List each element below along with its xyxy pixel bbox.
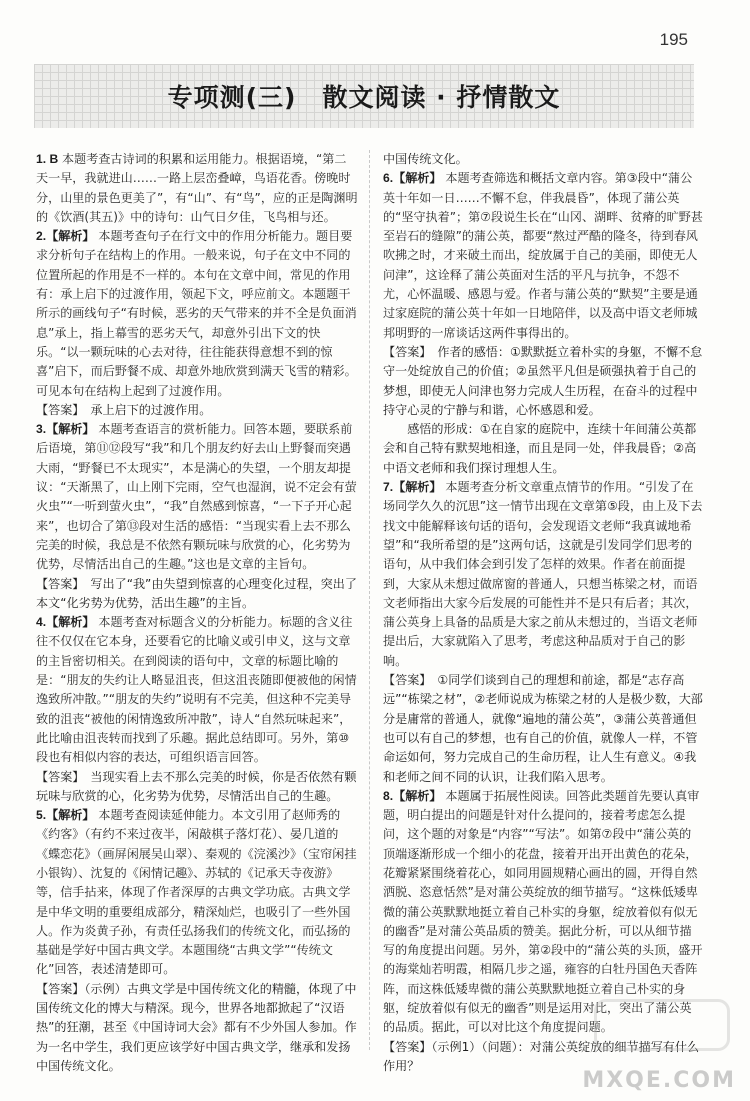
answer-item-1 <box>36 150 358 227</box>
item-answer <box>383 671 703 787</box>
item-number: 3. <box>36 422 47 437</box>
left-column <box>36 150 358 1073</box>
answer-item-6 <box>383 169 703 343</box>
item-answer <box>36 768 358 807</box>
item-answer <box>383 343 703 420</box>
analysis-tag: 【解析】 <box>46 229 95 244</box>
item-body: 本题属于拓展性阅读。回答此类题首先要认真审题，明白提出的问题是针对什么提问的，接着考虑怎么提问，这个题的对象是“内容”“写法”。如第⑦段中“蒲公英的顶端逐渐形成一个细小的花盘，接着开出开出黄色的花朵，花瓣紧紧围绕着花心，如同用圆规精心画出的圆，开得自然洒脱、恣意恬然”是对蒲公英绽放的细节描写。“这株低矮卑微的蒲公英默默地挺立着自己朴实的身躯，绽放着似有似无的幽香”是对蒲公英品质的赞美。据此分析，可以从细节描写的角度提出问题。另外，第②段中的“蒲公英的头顶，盛开的海棠灿若明霞，相隔几步之遥，雍容的白牡丹国色天香阵阵，而这株低矮卑微的蒲公英默默地挺立着自己朴实的身躯，绽放着似有似无的幽香”则是运用对比，突出了蒲公英的品质。据此，可以对比这个角度提问题。 <box>383 788 703 1035</box>
analysis-tag: 【解析】 <box>393 788 442 803</box>
item-number: 6. <box>383 171 394 186</box>
item-number: 5. <box>36 808 47 823</box>
answer-text: 【答案】 ①同学们谈到自己的理想和前途，都是“志存高远”“栋梁之材”，②老师说成为栋梁之材的人是极少数，大部分是庸常的普通人，就像“遍地的蒲公英”，③蒲公英普通但也可以有自己的梦想，也有自己的价值，就像人一样，不管命运如何，努力完成自己的生命历程，让人生有意义。④我和老师之间不同的认识，让我们陷入思考。 <box>383 673 703 784</box>
analysis-tag: 【解析】 <box>393 171 442 186</box>
answer-item-4 <box>36 613 358 767</box>
continued-line: 中国传统文化。 <box>383 152 468 166</box>
answer-text: 【答案】（示例1）（问题）：对蒲公英绽放的细节描写有什么作用？ <box>383 1039 700 1073</box>
section-title-banner <box>34 64 694 128</box>
page-number: 195 <box>659 30 688 49</box>
answer-item-7 <box>383 478 703 671</box>
answer-text: 【答案】 承上启下的过渡作用。 <box>36 402 212 417</box>
item-body: 本题考查语言的赏析能力。回答本题，要联系前后语境，第⑪⑫段写“我”和几个朋友约好去山上野餐而突遇大雨，“野餐已不太现实”，本是满心的失望，一个朋友却提议：“天渐黑了，山上刚下完雨，空气也湿润，说不定会有萤火虫”“一听到萤火虫”，“我”自然感到惊喜，“一下子开心起来”，也切合了第⑬段对生活的感悟：“当现实看上去不那么完美的时候，我总是不依然有颗玩味与欣赏的心，化劣势为优势，尽情活出自己的生趣。”这也是文章的主旨句。 <box>36 422 357 572</box>
continued-text <box>383 150 703 169</box>
column-divider <box>369 150 370 1050</box>
item-number: 7. <box>383 480 394 495</box>
item-body: 本题考查阅读延伸能力。本文引用了赵师秀的《约客》（有约不来过夜半，闲敲棋子落灯花）、晏几道的《蝶恋花》（画屏闲展吴山翠）、秦观的《浣溪沙》（宝帘闲挂小银钩）、沈复的《闲情记趣》、苏轼的《记承天寺夜游》等，信手拈来，体现了作者深厚的古典文学功底。古典文学是中华文明的重要组成部分，精深灿烂，也吸引了一些外国人。作为炎黄子孙，有责任弘扬我们的传统文化，而弘扬的基础是学好中国古典文学。本题围绕“古典文学”“传统文化”回答，表述清楚即可。 <box>36 808 357 977</box>
item-answer-extra <box>383 420 703 478</box>
answer-text: 【答案】 当现实看上去不那么完美的时候，你是否依然有颗玩味与欣赏的心，化劣势为优势，尽情活出自己的生趣。 <box>36 769 357 803</box>
answer-item-3 <box>36 420 358 574</box>
page-title: 专项测(三) 散文阅读 · 抒情散文 <box>167 83 561 112</box>
item-number: 1. B <box>36 152 59 166</box>
analysis-tag: 【解析】 <box>46 422 95 437</box>
analysis-tag: 【解析】 <box>393 480 442 495</box>
item-body: 本题考查对标题含义的分析能力。标题的含义往往不仅仅在它本身，还要看它的比喻义或引申义，这与文章的主旨密切相关。在到阅读的语句中，文章的标题比喻的是：“朋友的失约让人略显沮丧，但这沮丧随即便被他的闲情逸致所冲散。”“朋友的失约”说明有不完美，但这种不完美导致的沮丧“被他的闲情逸致所冲散”，诗人“自然玩味起来”，此比喻由沮丧转而找到了乐趣。据此总结即可。另外，第⑩段也有相似内容的表达，可组织语言回答。 <box>36 615 357 765</box>
item-number: 4. <box>36 615 47 630</box>
item-answer <box>36 401 358 420</box>
watermark-logo <box>594 999 730 1051</box>
right-column <box>383 150 703 1073</box>
item-body: 本题考查古诗词的积累和运用能力。根据语境，“第二天一早，我就进山……一路上层峦叠嶂，鸟语花香。傍晚时分，山里的景色更美了”，有“山”、有“鸟”，应的正是陶渊明的《饮酒(其五)》中的诗句：山气日夕佳，飞鸟相与还。 <box>36 152 358 224</box>
analysis-tag: 【解析】 <box>46 808 95 823</box>
item-number: 2. <box>36 229 47 244</box>
item-answer <box>36 575 358 614</box>
item-body: 本题考查筛选和概括文章内容。第③段中“蒲公英十年如一日……不懈不怠，伴我晨昏”，体现了蒲公英的“坚守执着”；第⑦段说生长在“山冈、湖畔、贫瘠的旷野甚至岩石的缝隙”的蒲公英，都要“熬过严酷的隆冬，待到春风吹拂之时，才来破土而出，绽放属于自己的美丽，即使无人问津”，这诠释了蒲公英面对生活的平凡与抗争，不怨不尤，心怀温暖、感恩与爱。作者与蒲公英的“默契”主要是通过家庭院的蒲公英十年如一日地陪伴，以及高中语文老师城邦明野的一席谈话这两件事得出的。 <box>383 171 703 340</box>
answer-item-2 <box>36 227 358 401</box>
item-body: 本题考查句子在行文中的作用分析能力。题目要求分析句子在结构上的作用。一般来说，句子在文中不同的位置所起的作用是不一样的。本句在文章中间，常见的作用有：承上启下的过渡作用，领起下文，呼应前文。本题题干所示的画线句子“有时候，恶劣的天气带来的并不全是负面消息”承上，指上幕雪的恶劣天气，却意外引出下文的快乐。“以一颗玩味的心去对待，往往能获得意想不到的惊喜”启下，而后野餐不成、却意外地欣赏到满天飞雪的精彩。可见本句在结构上起到了过渡作用。 <box>36 229 357 398</box>
item-answer <box>36 980 358 1076</box>
answer-text: 【答案】（示例）古典文学是中国传统文化的精髓，体现了中国传统文化的博大与精深。现今，世界各地都掀起了“汉语热”的狂潮，甚至《中国诗词大会》都有不少外国人参加。作为一名中学生，我们更应该学好中国古典文学，继承和发扬中国传统文化。 <box>36 981 357 1073</box>
item-body: 本题考查分析文章重点情节的作用。“引发了在场同学久久的沉思”这一情节出现在文章第⑤段，由上及下去找文中能解释该句话的语句，会发现语文老师“我真诚地希望”和“我所希望的是”这两句话，这就是引发同学们思考的语句，从中我们体会到引发了怎样的效果。作者在前面提到，大家从未想过做席窗的普通人，只想当栋梁之材，而语文老师指出大家今后发展的可能性并不是只有后者；其次，蒲公英身上具备的品质是大家之前从未想过的，当语文老师提出后，大家就陷入了思考，考虑这种品质对于自己的影响。 <box>383 480 703 668</box>
analysis-tag: 【解析】 <box>46 615 95 630</box>
answer-text: 【答案】 写出了“我”由失望到惊喜的心理变化过程，突出了本文“化劣势为优势，活出生趣”的主旨。 <box>36 576 357 610</box>
item-number: 8. <box>383 788 394 803</box>
answer-text: 【答案】 作者的感悟：①默默挺立着朴实的身躯，不懈不怠守一处绽放自己的价值；②虽然平凡但是硕强执着于自己的梦想，即使无人问津也努力完成人生历程，在奋斗的过程中持守心灵的宁静与和谐，心怀感恩和爱。 <box>383 344 703 417</box>
watermark-text: MXQE.COM <box>582 1068 736 1093</box>
answer-extra-text: 感悟的形成：①在自家的庭院中，连续十年间蒲公英都会和自己特有默契地相逢，而且是同一处，伴我晨昏；②高中语文老师和我们探讨理想人生。 <box>383 422 697 475</box>
answer-item-5 <box>36 806 358 980</box>
